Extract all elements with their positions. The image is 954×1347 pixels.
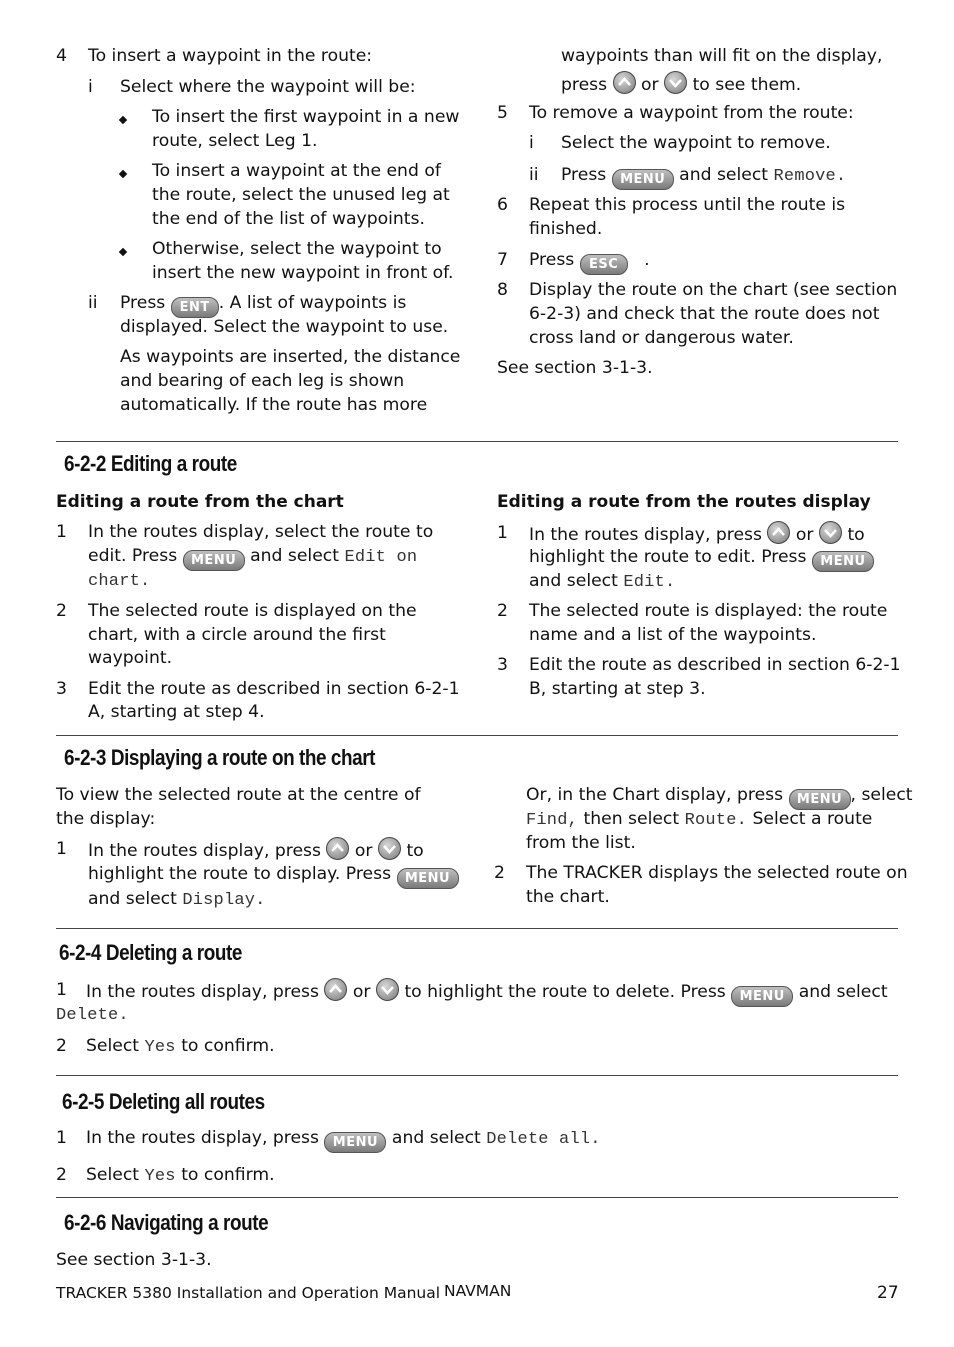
step-number: 2 [56, 1036, 67, 1056]
substep-number: i [529, 133, 534, 153]
menu-option-text: chart. [88, 572, 151, 591]
paragraph-line: from the list. [526, 833, 636, 853]
step-text [86, 1034, 275, 1060]
text: Or, in the Chart display, press [526, 785, 784, 805]
step-text: The selected route is displayed: the route [529, 601, 888, 621]
step-number: 1 [56, 980, 67, 1000]
step-number: 1 [56, 839, 67, 859]
text: edit. Press [88, 546, 178, 566]
paragraph-line: waypoints than will fit on the display, [561, 46, 883, 66]
substep-number: ii [529, 165, 539, 185]
menu-option-text: Yes [144, 1038, 176, 1057]
menu-key-icon: MENU [324, 1132, 386, 1153]
text: to confirm. [181, 1165, 275, 1185]
step-text: name and a list of the waypoints. [529, 625, 817, 645]
bullet-text: To insert a waypoint at the end of [152, 161, 441, 181]
substep-text: Select the waypoint to remove. [561, 133, 831, 153]
text: Select [86, 1165, 140, 1185]
step-text: To remove a waypoint from the route: [529, 103, 854, 123]
menu-option-text: Delete. [56, 1006, 129, 1025]
or-label: or [354, 841, 373, 861]
menu-key-icon: MENU [789, 789, 851, 810]
step-number: 1 [56, 522, 67, 542]
up-arrow-key-icon [613, 71, 636, 94]
text: In the routes display, press [86, 982, 319, 1002]
step-number: 6 [497, 195, 508, 215]
section-divider [56, 1075, 898, 1076]
or-label: or [352, 982, 371, 1002]
step-text: waypoint. [88, 648, 173, 668]
press-label: Press [529, 250, 575, 270]
down-arrow-key-icon [378, 837, 401, 860]
menu-key-icon: MENU [812, 551, 874, 572]
up-arrow-key-icon [324, 978, 347, 1001]
text: highlight the route to display. Press [88, 864, 392, 884]
press-label: press [561, 75, 608, 95]
up-arrow-key-icon [767, 521, 790, 544]
paragraph-line: the display: [56, 809, 156, 829]
section-divider [56, 441, 898, 442]
bullet-text: Otherwise, select the waypoint to [152, 239, 442, 259]
paragraph-line: To view the selected route at the centre of [56, 785, 421, 805]
manual-title: TRACKER 5380 Installation and Operation Manual [56, 1284, 441, 1302]
menu-option-text: Yes [144, 1167, 176, 1186]
brand-name: NAVMAN [444, 1282, 512, 1300]
menu-option-text: Edit on [344, 548, 418, 567]
substep-number: ii [88, 293, 98, 313]
step-text: B, starting at step 3. [529, 679, 706, 699]
step-number: 8 [497, 280, 508, 300]
subheading: Editing a route from the routes display [497, 492, 871, 512]
menu-option-text: Find, [526, 811, 579, 830]
step-text [86, 1126, 601, 1153]
text: . [644, 250, 650, 270]
text: In the routes display, press [529, 525, 762, 545]
step-text [529, 545, 874, 572]
section-heading: 6-2-5 Deleting all routes [62, 1089, 265, 1114]
bullet-text: the route, select the unused leg at [152, 185, 450, 205]
text: Select [86, 1036, 140, 1056]
paragraph-line: As waypoints are inserted, the distance [120, 347, 461, 367]
step-text [86, 1163, 275, 1189]
down-arrow-key-icon [376, 978, 399, 1001]
esc-key-icon: ESC [580, 254, 628, 275]
down-arrow-key-icon [664, 71, 687, 94]
step-number: 3 [56, 679, 67, 699]
press-label: Press [120, 293, 166, 313]
step-text [88, 544, 417, 571]
bullet-icon [119, 248, 127, 256]
step-text: To insert a waypoint in the route: [88, 46, 373, 66]
substep-text-tail: . A list of waypoints is [218, 293, 407, 313]
step-text: In the routes display, select the route to [88, 522, 434, 542]
text: and select [88, 889, 177, 909]
text: Select a route [752, 809, 873, 829]
step-text: cross land or dangerous water. [529, 328, 794, 348]
step-text: the chart. [526, 887, 610, 907]
step-text: finished. [529, 219, 603, 239]
up-arrow-key-icon [326, 837, 349, 860]
step-number: 1 [497, 523, 508, 543]
text: and select [250, 546, 339, 566]
step-number: 3 [497, 655, 508, 675]
paragraph-line: and bearing of each leg is shown [120, 371, 405, 391]
text: , select [850, 785, 913, 805]
step-text: chart, with a circle around the first [88, 625, 386, 645]
bullet-text: To insert the first waypoint in a new [152, 107, 460, 127]
bullet-text: insert the new waypoint in front of. [152, 263, 454, 283]
menu-option-text: Display. [182, 891, 266, 910]
menu-option-text: Edit. [623, 573, 676, 592]
see-also: See section 3-1-3. [56, 1250, 212, 1270]
section-heading: 6-2-4 Deleting a route [59, 940, 242, 965]
substep-text: displayed. Select the waypoint to use. [120, 317, 449, 337]
menu-key-icon: MENU [397, 868, 459, 889]
step-number: 2 [56, 1165, 67, 1185]
step-text: A, starting at step 4. [88, 702, 265, 722]
paragraph-line: automatically. If the route has more [120, 395, 428, 415]
section-divider [56, 735, 898, 736]
bullet-icon [119, 116, 127, 124]
text: to highlight the route to delete. Press [404, 982, 726, 1002]
ent-key-icon: ENT [171, 297, 219, 318]
step-number: 7 [497, 250, 508, 270]
step-text [529, 569, 675, 595]
section-divider [56, 1197, 898, 1198]
or-label: or [641, 75, 659, 95]
substep-text [120, 291, 406, 318]
paragraph-line [561, 71, 801, 97]
step-number: 2 [56, 601, 67, 621]
press-label: Press [561, 165, 607, 185]
down-arrow-key-icon [819, 521, 842, 544]
step-text: Repeat this process until the route is [529, 195, 846, 215]
step-text: The selected route is displayed on the [88, 601, 417, 621]
text: then select [583, 809, 680, 829]
text: to confirm. [181, 1036, 275, 1056]
substep-text: Select where the waypoint will be: [120, 77, 416, 97]
step-text [529, 248, 650, 275]
text: and select [798, 982, 888, 1002]
step-number: 5 [497, 103, 508, 123]
text: to see them. [692, 75, 802, 95]
see-also: See section 3-1-3. [497, 358, 653, 378]
menu-option-text: Route. [684, 811, 748, 830]
subheading: Editing a route from the chart [56, 492, 344, 512]
step-number: 2 [497, 601, 508, 621]
step-number: 4 [56, 46, 67, 66]
text: to [406, 841, 424, 861]
step-text [88, 837, 424, 863]
text: and select [679, 165, 769, 185]
section-heading: 6-2-2 Editing a route [64, 451, 237, 476]
text: highlight the route to edit. Press [529, 547, 807, 567]
menu-key-icon: MENU [731, 986, 793, 1007]
step-text: Display the route on the chart (see section [529, 280, 898, 300]
paragraph-line [526, 783, 913, 810]
step-text: The TRACKER displays the selected route on [526, 863, 908, 883]
substep-number: i [88, 77, 93, 97]
section-heading: 6-2-6 Navigating a route [64, 1210, 269, 1235]
section-divider [56, 928, 898, 929]
paragraph-line [526, 807, 872, 833]
step-text [529, 521, 865, 547]
bullet-text: the end of the list of waypoints. [152, 209, 425, 229]
step-number: 2 [494, 863, 505, 883]
step-text [88, 862, 459, 889]
text: to [847, 525, 865, 545]
bullet-icon [119, 170, 127, 178]
menu-key-icon: MENU [183, 550, 245, 571]
step-text: Edit the route as described in section 6-2-1 [88, 679, 460, 699]
page-number: 27 [877, 1283, 899, 1303]
section-heading: 6-2-3 Displaying a route on the chart [64, 745, 376, 770]
substep-text [561, 163, 846, 190]
step-text [88, 887, 266, 913]
menu-option-text: Remove. [773, 167, 847, 186]
menu-key-icon: MENU [612, 169, 674, 190]
text: In the routes display, press [86, 1128, 319, 1148]
text: and select [529, 571, 618, 591]
step-text: Edit the route as described in section 6-2-1 [529, 655, 901, 675]
menu-option-text: Delete all. [486, 1130, 601, 1149]
or-label: or [795, 525, 814, 545]
step-text [86, 978, 888, 1007]
step-number: 1 [56, 1128, 67, 1148]
text: and select [391, 1128, 481, 1148]
text: In the routes display, press [88, 841, 321, 861]
bullet-text: route, select Leg 1. [152, 131, 318, 151]
step-text: 6-2-3) and check that the route does not [529, 304, 880, 324]
